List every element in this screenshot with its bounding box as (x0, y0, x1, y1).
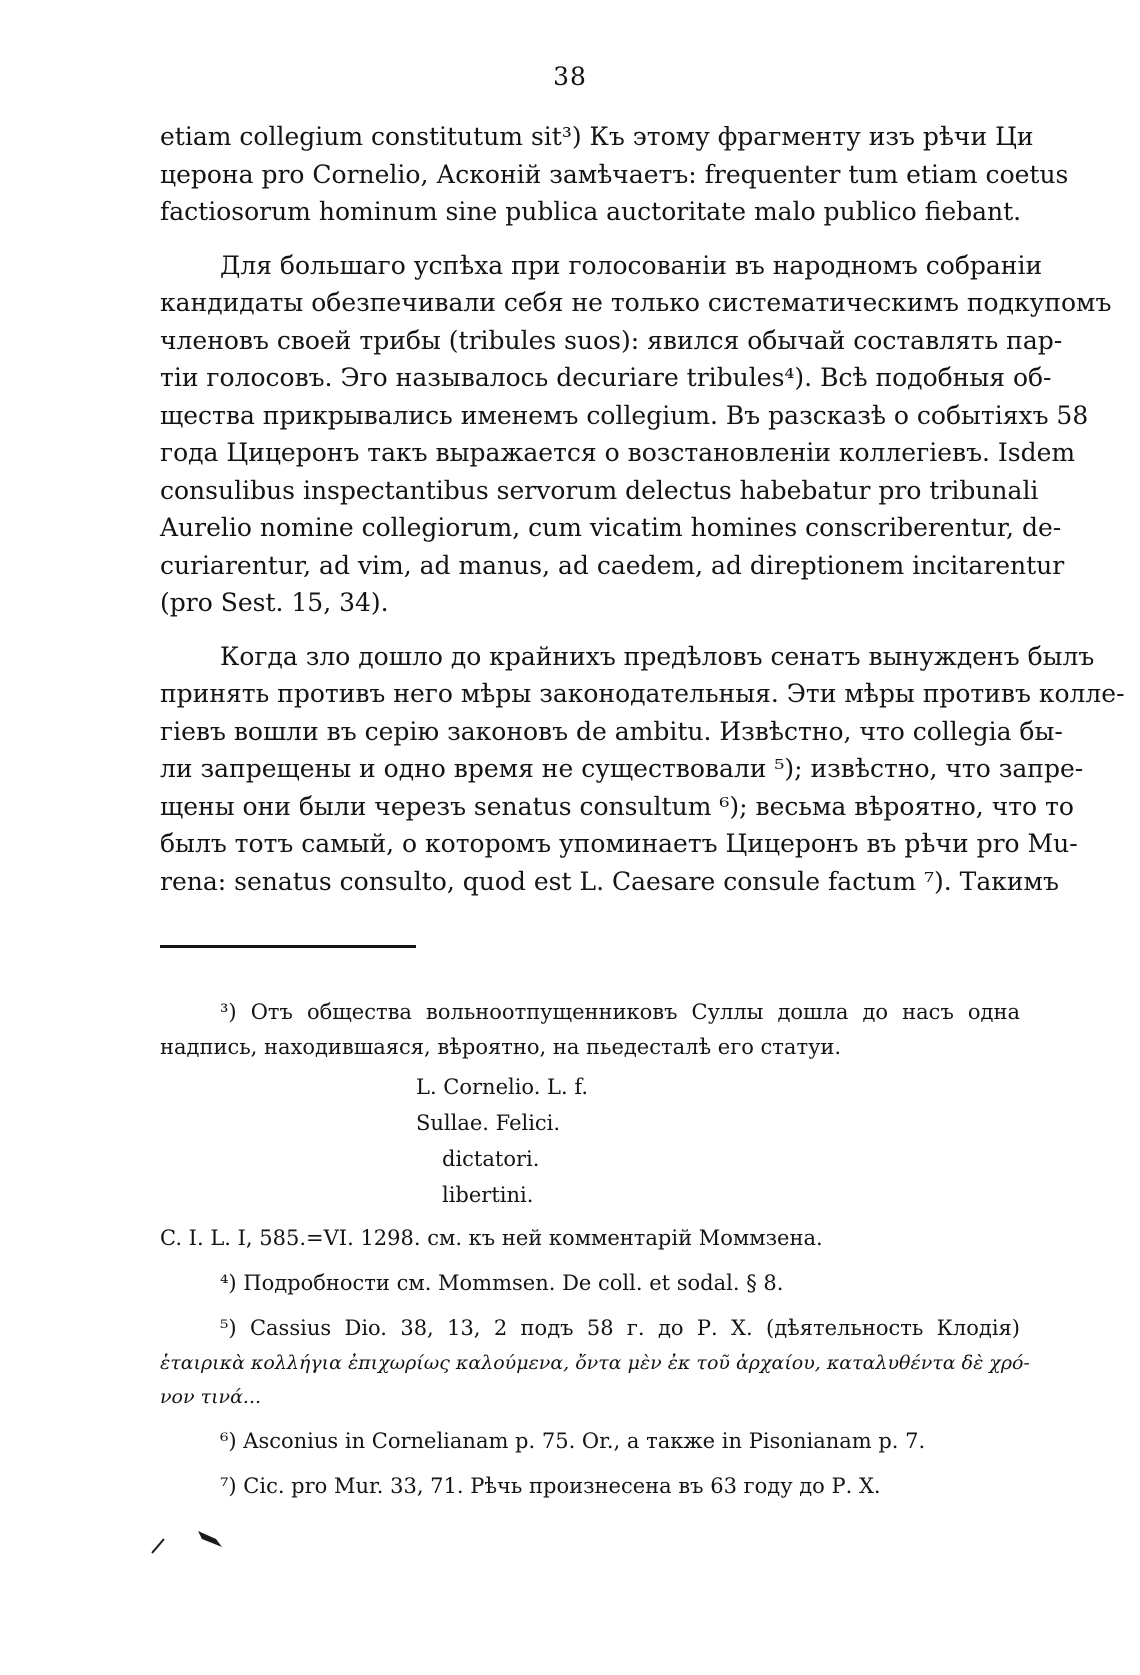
footnote-line: ⁶) Asconius in Cornelianam p. 75. Or., а также in Pisonianam p. 7. (220, 1429, 926, 1453)
text-line: церона pro Cornelio, Асконій замѣчаетъ: frequenter tum etiam coetus (160, 159, 1069, 189)
text-line: былъ тотъ самый, о которомъ упоминаетъ Цицеронъ въ рѣчи pro Mu- (160, 829, 1078, 858)
greek-quote-line: νον τινά... (160, 1386, 262, 1408)
paragraph (160, 638, 1125, 901)
text-line: щены они были черезъ senatus consultum ⁶); весьма вѣроятно, что то (160, 791, 1074, 821)
footnote-4 (160, 1266, 1020, 1301)
inscription-line: libertini. (442, 1183, 534, 1207)
inscription-line: L. Cornelio. L. f. (416, 1075, 589, 1099)
footnote-line: ⁵) Cassius Dio. 38, 13, 2 подъ 58 г. до Р. X. (дѣятельность Клодія) (220, 1316, 1020, 1340)
text-line: членовъ своей трибы (tribules suos): явился обычай составлять пар- (160, 325, 1063, 355)
page-number: 38 (553, 62, 587, 91)
text-line: принять противъ него мѣры законодательныя. Эти мѣры противъ колле- (160, 679, 1125, 708)
text-line: consulibus inspectantibus servorum delectus habebatur pro tribunali (160, 475, 1039, 505)
footnotes (160, 995, 1030, 1504)
text-line: curiarentur, ad vim, ad manus, ad caedem, ad direptionem incitarentur (160, 550, 1065, 580)
text-line: года Цицеронъ такъ выражается о возстановленіи коллегіевъ. Isdem (160, 438, 1076, 467)
text-line: factiosorum hominum sine publica auctoritate malo publico fiebant. (160, 197, 1022, 226)
text-line: щества прикрывались именемъ collegium. Въ разсказѣ о событіяхъ 58 (160, 400, 1089, 430)
text-line: Для большаго успѣха при голосованіи въ народномъ собраніи (220, 250, 1043, 280)
text-line: ли запрещены и одно время не существовали ⁵); извѣстно, что запре- (160, 754, 1084, 783)
text-line: Aurelio nomine collegiorum, cum vicatim homines conscriberentur, de- (160, 513, 1062, 542)
text-line: etiam collegium constitutum sit³) Къ этому фрагменту изъ рѣчи Ци (160, 122, 1034, 151)
main-text (160, 118, 1125, 900)
footnote-line: ⁷) Cic. pro Mur. 33, 71. Рѣчь произнесена въ 63 году до Р. X. (220, 1474, 881, 1498)
text-line: гіевъ вошли въ серію законовъ de ambitu. Извѣстно, что collegia бы- (160, 716, 1063, 746)
footnote-5 (160, 1311, 1030, 1414)
paragraph (160, 118, 1069, 231)
text-line: кандидаты обезпечивали себя не только систематическимъ подкупомъ (160, 288, 1112, 317)
footnote-separator (160, 945, 416, 948)
inscription-line: Sullae. Felici. (416, 1111, 561, 1135)
footnote-7 (160, 1469, 1020, 1504)
text-line: Когда зло дошло до крайнихъ предѣловъ сенатъ вынужденъ былъ (220, 641, 1095, 671)
text-line: тіи голосовъ. Эго называлось decuriare tribules⁴). Всѣ подобныя об- (160, 363, 1052, 392)
footnote-line: надпись, находившаяся, вѣроятно, на пьедесталѣ его статуи. (160, 1035, 842, 1059)
inscription-reference: C. I. L. I, 585.=VI. 1298. см. къ ней комментарій Моммзена. (160, 1226, 823, 1250)
footnote-6 (160, 1424, 1020, 1459)
text-line: rena: senatus consulto, quod est L. Caesare consule factum ⁷). Такимъ (160, 866, 1059, 896)
text-line: (pro Sest. 15, 34). (160, 588, 389, 617)
inscription (160, 1069, 1020, 1213)
footnote-3 (160, 995, 1020, 1256)
footnote-line: ³) Отъ общества вольноотпущенниковъ Суллы дошла до насъ одна (220, 1000, 1020, 1024)
inscription-line: dictatori. (442, 1147, 540, 1171)
scan-artifact-marks (150, 1525, 250, 1555)
paragraph (160, 247, 1112, 622)
greek-quote-line: ἑταιρικὰ κολλήγια ἐπιχωρίως καλούμενα, ὄντα μὲν ἐκ τοῦ ἀρχαίου, καταλυθέντα δὲ χρό- (160, 1352, 1030, 1374)
footnote-line: ⁴) Подробности см. Mommsen. De coll. et sodal. § 8. (220, 1271, 784, 1295)
